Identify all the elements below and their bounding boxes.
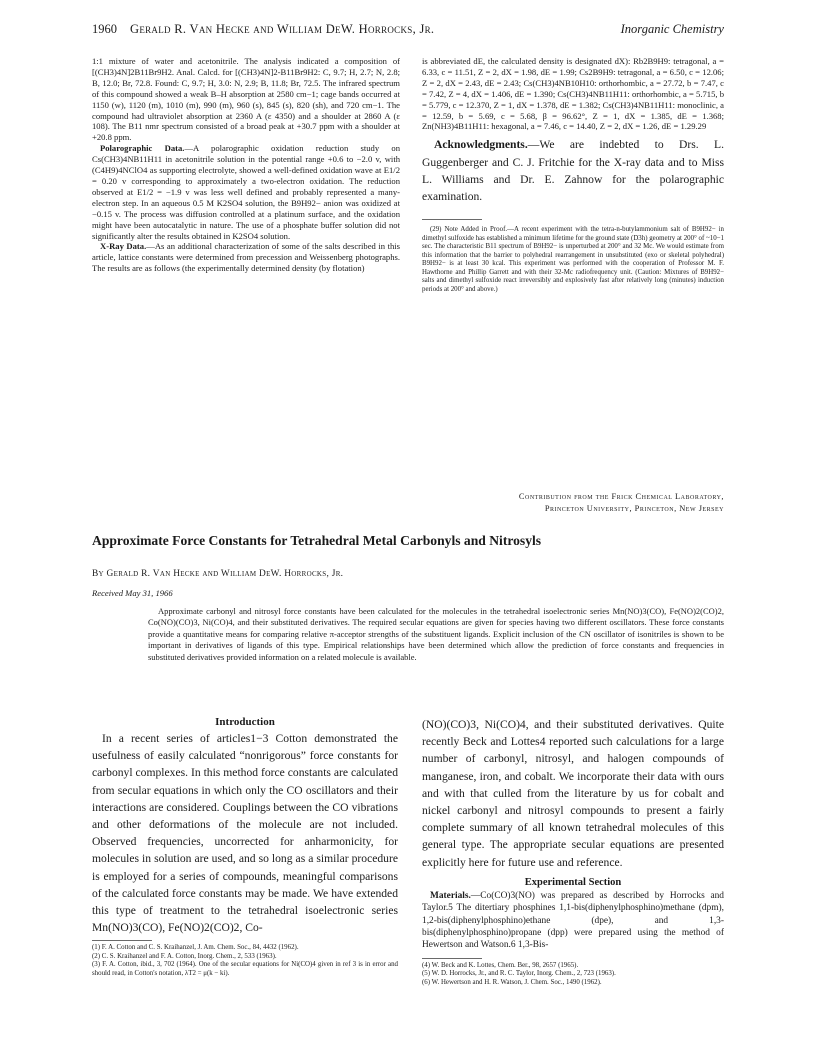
ref-4: (4) W. Beck and K. Lottes, Chem. Ber., 98, 2657 (1965).	[422, 961, 579, 969]
prev-article-right-column	[422, 56, 724, 294]
xray-paragraph	[92, 241, 400, 274]
article-byline: By Gerald R. Van Hecke and William DeW. Horrocks, Jr.	[92, 569, 344, 579]
intro-left-column	[92, 716, 398, 978]
acknowledgments-text: —We are indebted to Drs. L. Guggenberger and C. J. Fritchie for the X-ray data and to Miss L. Williams and Dr. E. Zahnow for the polarographic examination.	[422, 138, 724, 203]
ref-3: (3) F. A. Cotton, ibid., 3, 702 (1964). One of the secular equations for Ni(CO)4 given in ref 3 is in error and should read, in Cotton's notation, λT2 = μ(k − ki).	[92, 961, 398, 977]
contribution-affiliation	[519, 491, 724, 515]
header-authors: Gerald R. Van Hecke and William DeW. Horrocks, Jr.	[130, 22, 435, 36]
footnote-29	[422, 226, 724, 294]
right-footnote-rule	[422, 958, 482, 959]
prev-left-paragraph-1: 1:1 mixture of water and acetonitrile. The analysis indicated a composition of [(CH3)4N]2B11Br9H2. Anal. Calcd. for [(CH3)4N]2-B11Br9H2: C, 9.7; H, 2.7; N, 2.8; B, 12.0; Br, 72.8. Found: C, 9.7; H, 3.0: N, 2.9; B, 11.8; Br, 72.5. The infrared spectrum of this compound showed a weak B–H absorption at 2580 cm−1; cage bands occurred at 1150 (w), 1120 (m), 1010 (m), 990 (m), 960 (s), 845 (s), 820 (sh), and 720 cm−1. The compound had ultraviolet absorption at 2360 A (ε 4350) and a shoulder at 2860 A (ε 108). The B11 nmr spectrum consisted of a broad peak at +30.7 ppm with a shoulder at +20.8 ppm.	[92, 56, 400, 143]
article-title: Approximate Force Constants for Tetrahedral Metal Carbonyls and Nitrosyls	[92, 533, 542, 548]
ref-1: (1) F. A. Cotton and C. S. Kraihanzel, J. Am. Chem. Soc., 84, 4432 (1962).	[92, 944, 299, 952]
polarographic-paragraph	[92, 143, 400, 241]
materials-heading: Materials.	[430, 890, 471, 901]
lattice-constants-paragraph: is abbreviated dE, the calculated density is designated dX): Rb2B9H9: tetragonal, a = 6.33, c = 11.51, Z = 2, dX = 1.98, dE = 1.99; Cs2B9H9: tetragonal, a = 6.50, c = 12.06; Z = 2, dX = 2.43, dE = 2.43; Cs(CH3)4NB10H10: orthorhombic, a = 27.72, b = 7.47, c = 7.42, Z = 4, dX = 1.406, dE = 1.390; Cs(CH3)4NB11H11: orthorhombic, a = 5.715, b = 5.779, c = 12.370, Z = 1, dX = 1.378, dE = 1.382; Cs(CH3)4NB11H11: monoclinic, a = 12.59, b = 5.69, c = 5.68, β = 96.62°, Z = 1, dX = 1.385, dE = 1.368; Zn(NH3)4B11H11: hexagonal, a = 7.46, c = 14.40, Z = 2, dX = 1.26, dE = 1.29.29	[422, 56, 724, 132]
acknowledgments	[422, 136, 724, 205]
introduction-heading: Introduction	[215, 716, 275, 728]
contribution-line-2: Princeton University, Princeton, New Jersey	[544, 504, 724, 513]
contribution-line-1: Contribution from the Frick Chemical Laboratory,	[518, 492, 724, 501]
materials-text: —Co(CO)3(NO) was prepared as described by Horrocks and Taylor.5 The ditertiary phosphines 1,1-bis(diphenylphosphino)methane (dpm), 1,2-bis(diphenylphosphino)ethane (dpe), and 1,3-bis(diphenylphosphino)propane (dpp) were prepared using the method of Hewertson and Watson.6 1,3-Bis-	[422, 890, 724, 951]
abstract	[148, 606, 724, 663]
materials-section	[422, 890, 724, 952]
header-journal: Inorganic Chemistry	[620, 22, 724, 36]
page-number: 1960	[92, 22, 117, 36]
footnote-29-text: (29) Note Added in Proof.—A recent experiment with the tetra-n-butylammonium salt of B9H92− in dimethyl sulfoxide has established a minimum lifetime for the ground state (D3h) geometry at 200° of ~10−1 sec. The characteristic B11 spectrum of B9H92− is unperturbed at 200° and 32 Mc. We would estimate from this information that the barrier to polyhedral rearrangement in unsubstituted (exo or skeletal polyhedral) B9H92− is at least 30 kcal. This experiment was performed with the cooperation of Professor M. F. Hawthorne and Phillip Garrett and with their 32-Mc radiofrequency unit. (Caution: Mixtures of B9H92− salts and dimethyl sulfoxide react irreversibly and explosively fast after relatively long (minutes) induction periods at 200° and above.)	[422, 226, 724, 293]
xray-heading: X-Ray Data.	[100, 241, 147, 252]
introduction-body	[92, 730, 398, 936]
ref-5: (5) W. D. Horrocks, Jr., and R. C. Taylor, Inorg. Chem., 2, 723 (1963).	[422, 970, 616, 978]
acknowledgments-paragraph	[422, 136, 724, 205]
introduction-continued-text: (NO)(CO)3, Ni(CO)4, and their substituted derivatives. Quite recently Beck and Lottes4 reported such calculations for a large number of carbonyl, nitrosyl, and halogen compounds of manganese, iron, and cobalt. We incorporate their data with ours and with that culled from the literature by us for cobalt and nickel carbonyl and nitrosyl compounds to present a fairly complete summary of all known tetrahedral molecules of this general type. The appropriate secular equations are presented explicitly here for future use and reference.	[422, 718, 724, 869]
ref-2: (2) C. S. Kraihanzel and F. A. Cotton, Inorg. Chem., 2, 533 (1963).	[92, 952, 277, 960]
acknowledgments-heading: Acknowledgments.	[434, 138, 528, 152]
running-header	[92, 22, 724, 38]
right-references	[422, 962, 724, 988]
ref-6: (6) W. Hewertson and H. R. Watson, J. Chem. Soc., 1490 (1962).	[422, 978, 602, 986]
introduction-continued	[422, 716, 724, 871]
left-footnote-rule	[92, 940, 152, 941]
xray-text: —As an additional characterization of some of the salts described in this article, lattice constants were determined from precession and Weissenberg photographs. The results are as follows (the experimentally determined density (by flotation)	[92, 241, 400, 274]
left-references	[92, 944, 398, 978]
footnote-rule	[422, 219, 482, 220]
prev-article-left-column	[92, 56, 400, 274]
abstract-text: Approximate carbonyl and nitrosyl force constants have been calculated for the molecules in the tetrahedral isoelectronic series Mn(NO)3(CO), Fe(NO)2(CO)2, Co(NO)(CO)3, Ni(CO)4, and their substituted derivatives. The required secular equations are given for species having two different oscillators. These force constants provide a quantitative means for comparing relative π-acceptor strengths of the substituent ligands. Explicit inclusion of the CN oscillator of isonitriles is shown to be important in derivatives of ligands of this type. Empirical relationships have been determined which allow the prediction of force constants and frequencies in substituted derivatives provided information on a related molecule is available.	[148, 606, 724, 662]
introduction-text: In a recent series of articles1−3 Cotton demonstrated the usefulness of easily calculated “nonrigorous” force constants for carbonyl complexes. In this method force constants are calculated from secular equations in which only the CO oscillators and their interactions are considered. Couplings between the CO vibrations and other deformations of the molecule are not included. Observed frequencies, uncorrected for anharmonicity, for molecules in solution are used, and so long as a similar procedure is employed for a series of compounds, meaningful comparisons of the calculated force constants may be made. We have extended this type of treatment to the tetrahedral isoelectronic series Mn(NO)3(CO), Fe(NO)2(CO)2, Co-	[92, 732, 398, 935]
polarographic-heading: Polarographic Data.	[100, 143, 185, 154]
received-date: Received May 31, 1966	[92, 588, 173, 598]
intro-right-column	[422, 716, 724, 987]
polarographic-text: —A polarographic oxidation reduction study on Cs(CH3)4NB11H11 in acetonitrile solution in the potential range +0.6 to −2.0 v, with (C4H9)4NClO4 as supporting electrolyte, showed a well-defined oxidation wave at E1/2 = 0.20 v corresponding to approximately a two-electron oxidation. The reduction observed at E1/2 = −1.9 v was less well defined and probably represented a many-electron step. In an aqueous 0.5 M K2SO4 solution, the B9H92− anion was oxidized at −0.15 v. The process was diffusion controlled at a platinum surface, and the oxidation might have been autocatalytic in nature. The use of a phosphate buffer solution did not significantly alter the results obtained in K2SO4 solution.	[92, 143, 400, 241]
experimental-heading: Experimental Section	[524, 876, 622, 888]
materials-paragraph	[422, 890, 724, 952]
